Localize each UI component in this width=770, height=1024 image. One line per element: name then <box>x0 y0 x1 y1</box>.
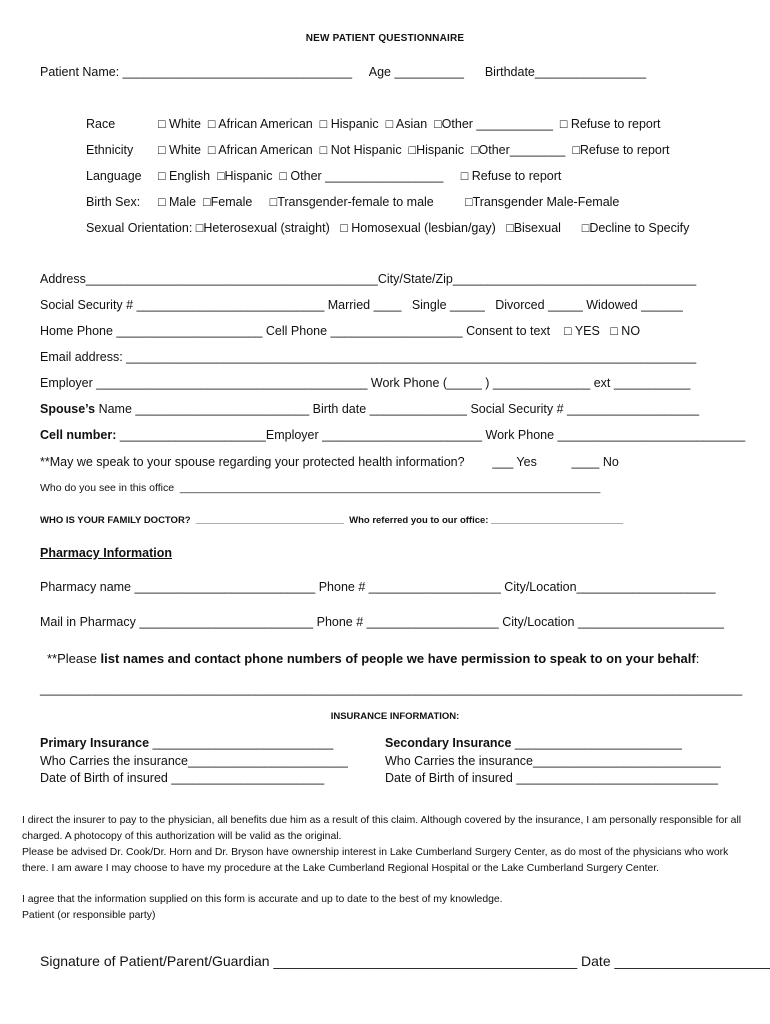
ethnicity-label: Ethnicity <box>86 143 134 157</box>
who-do-you-see-line[interactable]: Who do you see in this office ________________________________________________________________________ <box>40 482 601 494</box>
page-title: NEW PATIENT QUESTIONNAIRE <box>305 33 465 44</box>
permission-prefix: **Please <box>47 651 101 666</box>
permission-line <box>47 651 699 666</box>
employer-line[interactable]: Employer _______________________________________ Work Phone (_____ ) ______________ ext ___________ <box>40 376 691 390</box>
phones-line[interactable]: Home Phone _____________________ Cell Phone ___________________ Consent to text □ YES □ NO <box>40 324 641 338</box>
pharmacy-line[interactable]: Pharmacy name __________________________ Phone # ___________________ City/Location____________________ <box>40 580 716 594</box>
speak-to-spouse-line[interactable]: **May we speak to your spouse regarding your protected health information? ___ Yes ____ No <box>40 455 619 469</box>
cell-number-fields[interactable]: _____________________Employer _______________________ Work Phone ___________________________ <box>116 428 746 442</box>
pharmacy-heading: Pharmacy Information <box>40 546 172 560</box>
authorization-paragraph-1: I direct the insurer to pay to the physician, all benefits due him as a result of this claim. Although covered by the insurance, I am personally responsible for all charged. A photocopy of this authorization will be valid as the original. <box>22 815 742 842</box>
patient-header-line[interactable]: Patient Name: _________________________________ Age __________ Birthdate________________ <box>40 65 647 79</box>
birth-sex-label: Birth Sex: <box>86 195 141 209</box>
primary-dob-line[interactable]: Date of Birth of insured ______________________ <box>40 771 325 785</box>
family-doctor-line[interactable]: WHO IS YOUR FAMILY DOCTOR? ____________________________ Who referred you to our office: _________________________ <box>40 515 624 526</box>
signature-line[interactable]: Signature of Patient/Parent/Guardian _______________________________________ Date ____________________ <box>40 953 770 969</box>
permission-bold: list names and contact phone numbers of people we have permission to speak to on your behalf <box>100 651 696 666</box>
primary-insurance-title[interactable] <box>40 736 333 751</box>
permission-suffix: : <box>695 651 700 666</box>
authorization-paragraph-2: Please be advised Dr. Cook/Dr. Horn and Dr. Bryson have ownership interest in Lake Cumberland Surgery Center, as do most of the physicians who work there. I am aware I may choose to have my procedure at the Lake Cumberland Regional Hospital or the Lake Cumberland Surgery Center. <box>22 847 729 874</box>
insurance-heading: INSURANCE INFORMATION: <box>330 711 460 722</box>
spouse-label: Spouse’s <box>40 402 96 416</box>
spouse-line[interactable] <box>40 402 699 417</box>
ssn-marital-line[interactable]: Social Security # ___________________________ Married ____ Single _____ Divorced _____ Widowed ______ <box>40 298 683 312</box>
cell-number-label: Cell number: <box>40 428 117 442</box>
language-options[interactable]: □ English □Hispanic □ Other _________________ □ Refuse to report <box>158 169 562 183</box>
sexual-orientation-line[interactable]: Sexual Orientation: □Heterosexual (straight) □ Homosexual (lesbian/gay) □Bisexual □Decline to Specify <box>86 221 690 235</box>
email-line[interactable]: Email address: __________________________________________________________________________________ <box>40 350 697 364</box>
language-label: Language <box>86 169 142 183</box>
authorization-paragraph-4: Patient (or responsible party) <box>22 910 156 921</box>
race-label: Race <box>86 117 116 131</box>
address-line[interactable]: Address__________________________________________City/State/Zip___________________________________ <box>40 272 697 286</box>
authorization-paragraph-3: I agree that the information supplied on this form is accurate and up to date to the best of my knowledge. <box>22 894 503 905</box>
spouse-fields[interactable]: Name _________________________ Birth date ______________ Social Security # ___________________ <box>95 402 700 416</box>
mail-pharmacy-line[interactable]: Mail in Pharmacy _________________________ Phone # ___________________ City/Location _____________________ <box>40 615 724 629</box>
secondary-dob-line[interactable]: Date of Birth of insured _____________________________ <box>385 771 718 785</box>
primary-insurance-label: Primary Insurance <box>40 736 150 750</box>
permission-blank[interactable]: _____________________________________________________________________________________________________ <box>40 682 743 696</box>
race-options[interactable]: □ White □ African American □ Hispanic □ Asian □Other ___________ □ Refuse to report <box>158 117 661 131</box>
secondary-insurance-label: Secondary Insurance <box>385 736 512 750</box>
birth-sex-options[interactable]: □ Male □Female □Transgender-female to male □Transgender Male-Female <box>158 195 620 209</box>
cell-number-line[interactable] <box>40 428 745 443</box>
primary-insurance-blank[interactable]: __________________________ <box>149 736 334 750</box>
secondary-carrier-line[interactable]: Who Carries the insurance___________________________ <box>385 754 721 768</box>
ethnicity-options[interactable]: □ White □ African American □ Not Hispanic □Hispanic □Other________ □Refuse to report <box>158 143 670 157</box>
primary-carrier-line[interactable]: Who Carries the insurance_______________________ <box>40 754 348 768</box>
secondary-insurance-blank[interactable]: ________________________ <box>511 736 682 750</box>
secondary-insurance-title[interactable] <box>385 736 682 751</box>
